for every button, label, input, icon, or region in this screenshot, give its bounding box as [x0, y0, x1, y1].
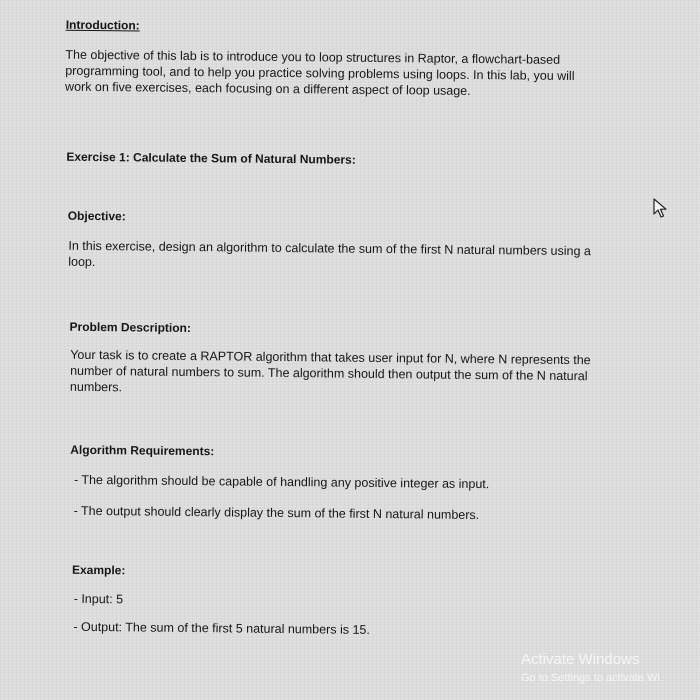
- introduction-line: work on five exercises, each focusing on a different aspect of loop usage.: [65, 79, 471, 98]
- requirement-item: - The algorithm should be capable of handling any positive integer as input.: [73, 472, 490, 492]
- activate-windows-watermark: Activate Windows: [521, 651, 640, 668]
- introduction-line: programming tool, and to help you practice solving problems using loops. In this lab, you will: [65, 63, 575, 84]
- problem-description-paragraph: [70, 347, 591, 400]
- example-heading: Example:: [71, 562, 126, 578]
- problem-line: Your task is to create a RAPTOR algorithm that takes user input for N, where N represents the: [70, 347, 591, 368]
- introduction-heading: Introduction:: [65, 17, 140, 33]
- example-item: - Output: The sum of the first 5 natural numbers is 15.: [73, 619, 370, 637]
- problem-line: numbers.: [69, 379, 123, 395]
- algorithm-requirements-heading: Algorithm Requirements:: [70, 442, 215, 459]
- introduction-paragraph: [65, 47, 575, 100]
- exercise-heading: Exercise 1: Calculate the Sum of Natural Numbers:: [66, 149, 356, 167]
- requirement-item: - The output should clearly display the sum of the first N natural numbers.: [73, 503, 480, 523]
- objective-paragraph: [68, 238, 591, 275]
- example-item: - Input: 5: [73, 591, 124, 607]
- activate-windows-subtext: Go to Settings to activate Wi: [521, 672, 660, 684]
- objective-line: In this exercise, design an algorithm to calculate the sum of the first N natural numbers using a: [68, 238, 591, 259]
- problem-description-heading: Problem Description:: [69, 319, 192, 336]
- objective-heading: Objective:: [67, 208, 126, 224]
- objective-line: loop.: [68, 254, 96, 270]
- introduction-line: The objective of this lab is to introduce you to loop structures in Raptor, a flowchart-based: [65, 47, 561, 67]
- mouse-pointer-icon: [652, 198, 668, 218]
- problem-line: number of natural numbers to sum. The algorithm should then output the sum of the N natural: [70, 363, 588, 384]
